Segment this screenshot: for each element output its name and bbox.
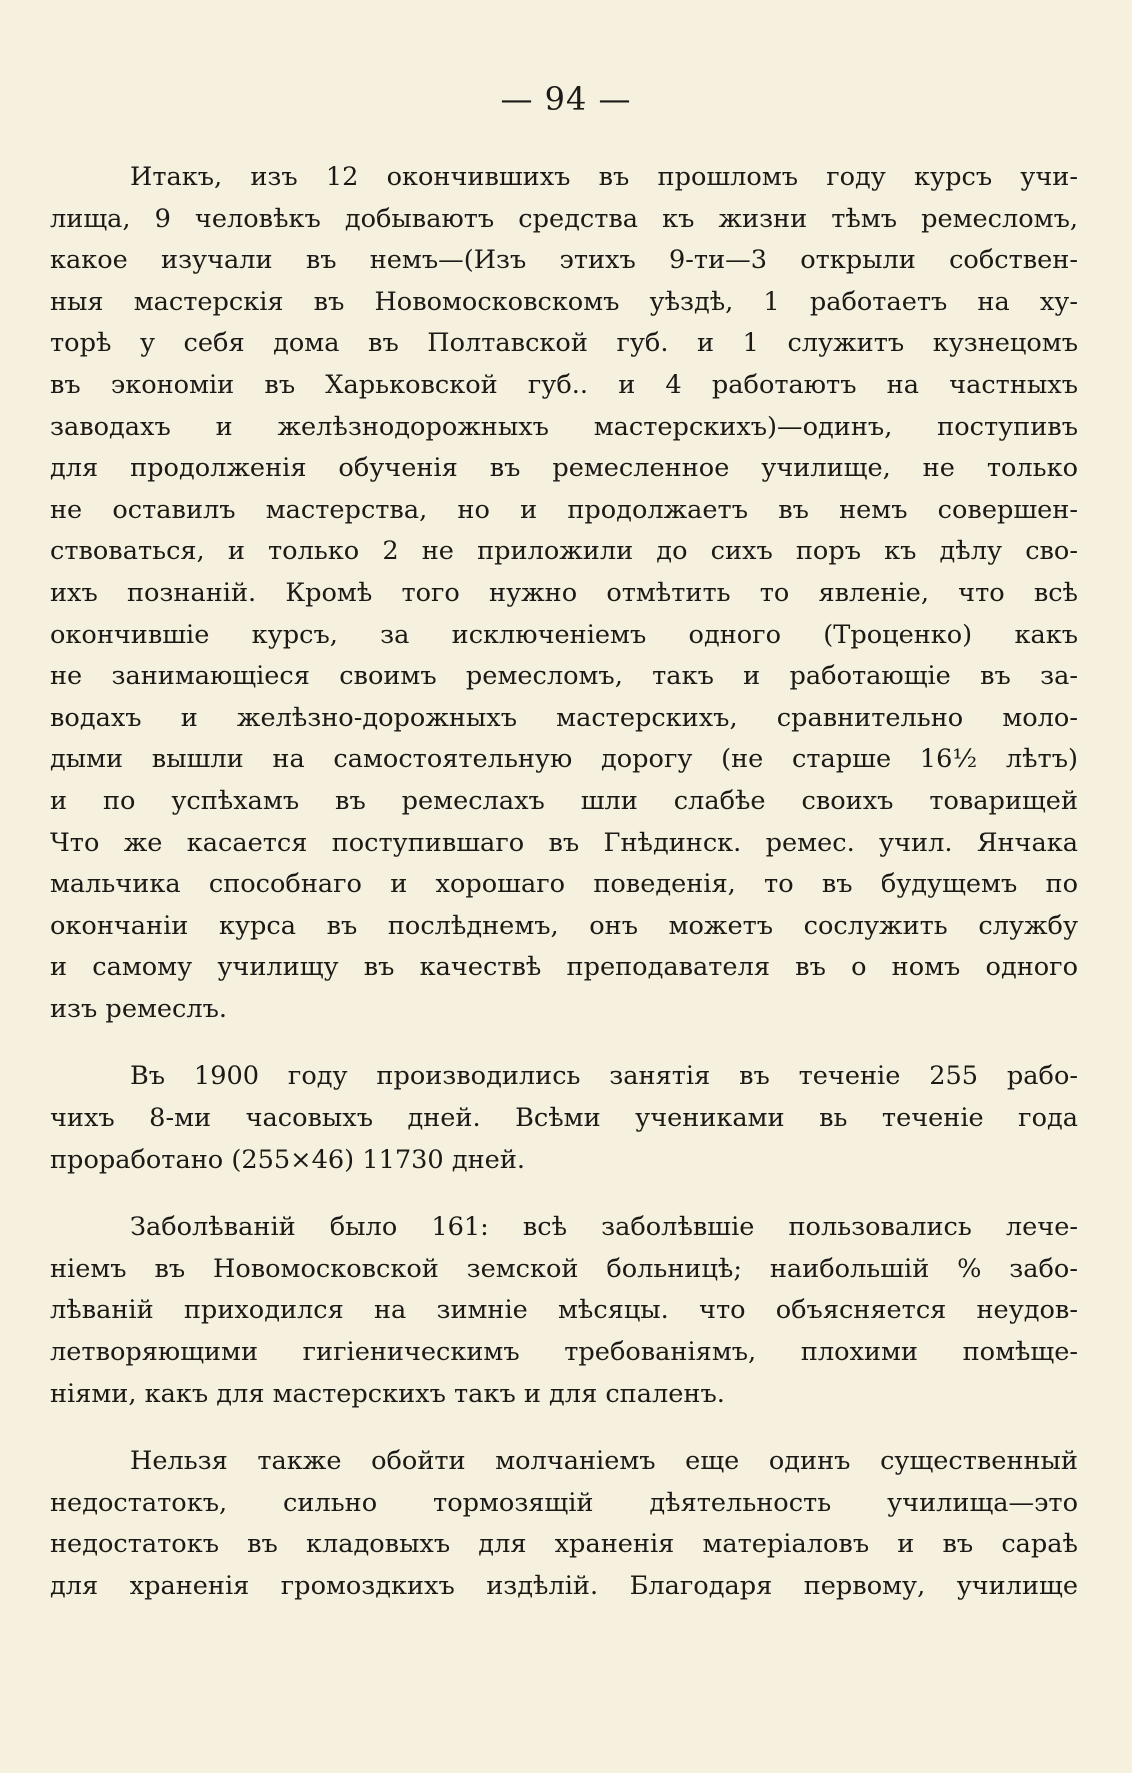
text-line: изъ ремеслъ. [50,993,228,1024]
paragraph [50,1056,1078,1181]
text-line: мальчика способнаго и хорошаго поведенія, то въ будущемъ по [50,869,1078,900]
text-line: чихъ 8-ми часовыхъ дней. Всѣми учениками вь теченіе года [50,1103,1078,1134]
text-line: недостатокъ въ кладовыхъ для храненія матеріаловъ и въ сараѣ [50,1529,1078,1560]
text-line: проработано (255×46) 11730 дней. [50,1144,526,1175]
text-line: лища, 9 человѣкъ добываютъ средства къ жизни тѣмъ ремесломъ, [50,203,1078,234]
text-line: окончившіе курсъ, за исключеніемъ одного (Троценко) какъ [50,619,1078,650]
text-line: ихъ познаній. Кромѣ того нужно отмѣтить то явленіе, что всѣ [50,577,1078,608]
text-line: какое изучали въ немъ—(Изъ этихъ 9-ти—3 открыли собствен- [50,245,1078,276]
text-line: ствоваться, и только 2 не приложили до сихъ поръ къ дѣлу сво- [50,536,1078,567]
text-line: не оставилъ мастерства, но и продолжаетъ въ немъ совершен- [50,494,1078,525]
text-line: недостатокъ, сильно тормозящій дѣятельность училища—это [50,1487,1078,1518]
text-line: и по успѣхамъ въ ремеслахъ шли слабѣе своихъ товарищей [50,785,1078,816]
text-line: не занимающіеся своимъ ремесломъ, такъ и работающіе въ за- [50,661,1078,692]
paragraph [50,1441,1078,1607]
text-line: окончаніи курса въ послѣднемъ, онъ можетъ сослужить службу [50,910,1078,941]
text-line: Въ 1900 году производились занятія въ теченіе 255 рабо- [130,1061,1078,1092]
text-line: и самому училищу въ качествѣ преподавателя въ о номъ одного [50,952,1078,983]
text-line: для храненія громоздкихъ издѣлій. Благодаря первому, училище [50,1571,1078,1601]
text-line: ніемъ въ Новомосковской земской больницѣ; наибольшій % забо- [50,1253,1078,1284]
text-line: Нельзя также обойти молчаніемъ еще одинъ существенный [130,1446,1078,1477]
text-line: Итакъ, изъ 12 окончившихъ въ прошломъ году курсъ учи- [130,162,1078,192]
text-line: ніями, какъ для мастерскихъ такъ и для спаленъ. [50,1378,725,1409]
text-line: Заболѣваній было 161: всѣ заболѣвшіе пользовались лече- [130,1212,1078,1243]
paragraph [50,1207,1078,1415]
paragraph [50,157,1078,1030]
text-line: для продолженія обученія въ ремесленное училище, не только [50,453,1078,484]
text-line: водахъ и желѣзно-дорожныхъ мастерскихъ, сравнительно моло- [50,702,1078,733]
page-body [50,157,1078,1608]
text-line: торѣ у себя дома въ Полтавской губ. и 1 служитъ кузнецомъ [50,328,1078,359]
text-line: заводахъ и желѣзнодорожныхъ мастерскихъ)—одинъ, поступивъ [50,411,1078,442]
text-line: дыми вышли на самостоятельную дорогу (не старше 16½ лѣтъ) [50,744,1078,775]
text-line: Что же касается поступившаго въ Гнѣдинск. ремес. учил. Янчака [50,827,1078,858]
text-line: лѣваній приходился на зимніе мѣсяцы. что объясняется неудов- [50,1295,1078,1326]
text-line: ныя мастерскія въ Новомосковскомъ уѣздѣ, 1 работаетъ на ху- [50,286,1078,317]
page-number: — 94 — [500,80,632,118]
text-line: летворяющими гигіеническимъ требованіямъ, плохими помѣще- [50,1337,1078,1368]
text-line: въ экономіи въ Харьковской губ.. и 4 работаютъ на частныхъ [50,369,1078,400]
